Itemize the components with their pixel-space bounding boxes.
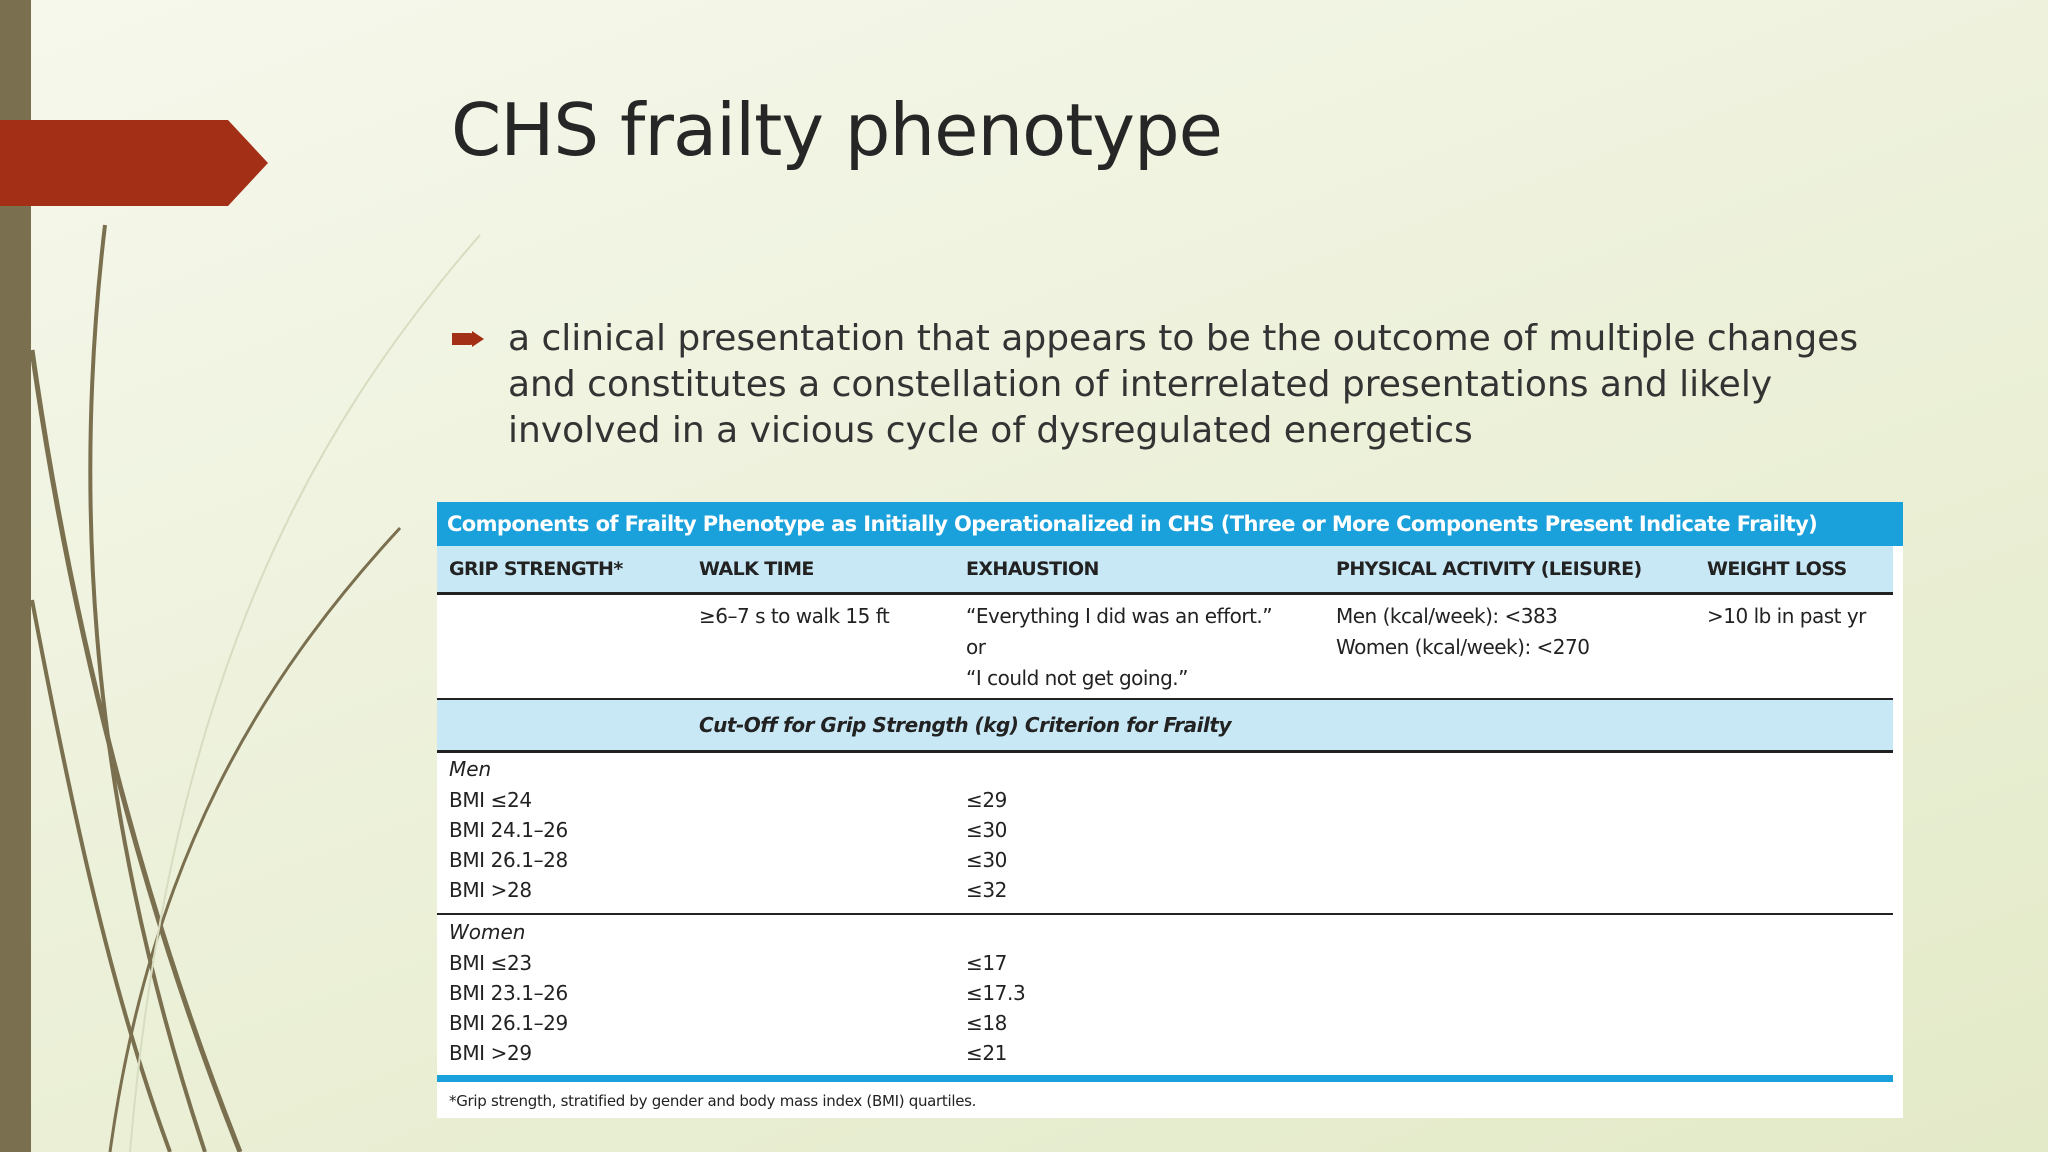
bmi-label: BMI >29 <box>449 1041 532 1065</box>
women-bmi-column <box>449 948 568 1068</box>
bmi-label: BMI 23.1–26 <box>449 981 568 1005</box>
women-cutoff-column <box>966 948 1025 1068</box>
men-cutoff-column <box>966 785 1007 905</box>
cutoff-value: ≤30 <box>966 848 1008 872</box>
header-walk-time: WALK TIME <box>699 558 814 580</box>
cutoff-value: ≤29 <box>966 788 1008 812</box>
men-label: Men <box>449 757 492 781</box>
header-exhaustion: EXHAUSTION <box>966 558 1099 580</box>
exhaustion-line: “I could not get going.” <box>966 666 1189 690</box>
exhaustion-line: “Everything I did was an effort.” <box>966 604 1273 628</box>
table-title: Components of Frailty Phenotype as Initially Operationalized in CHS (Three or More Components Present Indicate Frailty) <box>437 502 1903 546</box>
women-group <box>437 915 1893 1075</box>
header-physical-activity: PHYSICAL ACTIVITY (LEISURE) <box>1336 558 1642 580</box>
red-arrow-tab <box>0 120 270 206</box>
table-row <box>437 595 1893 699</box>
cutoff-value: ≤18 <box>966 1011 1008 1035</box>
bullet-item <box>452 316 1872 454</box>
men-bmi-column <box>449 785 568 905</box>
cutoff-value: ≤17.3 <box>966 981 1026 1005</box>
activity-line: Women (kcal/week): <270 <box>1336 635 1590 659</box>
frailty-table <box>437 502 1903 1118</box>
bmi-label: BMI ≤23 <box>449 951 532 975</box>
bullet-text: a clinical presentation that appears to be the outcome of multiple changes and constitutes a constellation of interrelated presentations and likely involved in a vicious cycle of dysregulated energetics <box>508 318 1859 451</box>
physical-activity-cell <box>1336 601 1589 663</box>
bmi-label: BMI 26.1–29 <box>449 1011 568 1035</box>
cutoff-value: ≤17 <box>966 951 1008 975</box>
header-weight-loss: WEIGHT LOSS <box>1707 558 1847 580</box>
cutoff-value: ≤32 <box>966 878 1008 902</box>
arrow-bullet-icon <box>452 328 484 350</box>
bmi-label: BMI 24.1–26 <box>449 818 568 842</box>
slide-title: CHS frailty phenotype <box>451 88 1222 172</box>
exhaustion-cell <box>966 601 1272 694</box>
table-bottom-rule <box>437 1075 1893 1082</box>
weight-loss-cell: >10 lb in past yr <box>1707 604 1866 628</box>
bmi-label: BMI 26.1–28 <box>449 848 568 872</box>
header-grip-strength: GRIP STRENGTH* <box>449 558 623 580</box>
subheader-text: Cut-Off for Grip Strength (kg) Criterion for Frailty <box>699 713 1231 737</box>
cutoff-value: ≤30 <box>966 818 1008 842</box>
bmi-label: BMI ≤24 <box>449 788 532 812</box>
walk-time-cell: ≥6–7 s to walk 15 ft <box>699 604 890 628</box>
exhaustion-line: or <box>966 635 986 659</box>
table-header-row <box>437 546 1893 595</box>
activity-line: Men (kcal/week): <383 <box>1336 604 1558 628</box>
bmi-label: BMI >28 <box>449 878 532 902</box>
cutoff-value: ≤21 <box>966 1041 1008 1065</box>
women-label: Women <box>449 920 526 944</box>
table-footnote: *Grip strength, stratified by gender and body mass index (BMI) quartiles. <box>449 1092 977 1110</box>
men-group <box>437 752 1893 915</box>
table-subheader <box>437 698 1893 753</box>
